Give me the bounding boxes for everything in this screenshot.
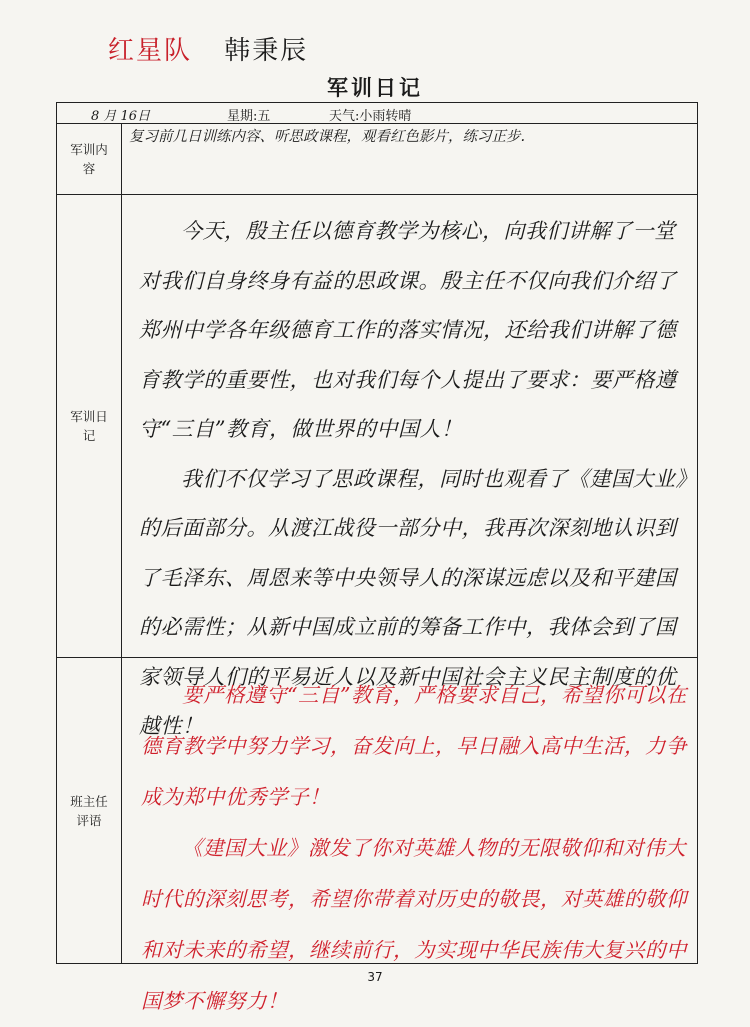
team-name: 红星队 [108,36,193,66]
weather-field: 天气:小雨转晴 [329,109,412,124]
name-header [108,30,308,67]
student-name: 韩秉辰 [224,36,309,66]
comment-label: 班主任评语 [57,658,122,963]
weekday-field: 星期:五 [227,109,271,124]
diary-row [57,195,697,738]
content-text: 复习前几日训练内容、听思政课程，观看红色影片，练习正步. [129,129,526,145]
comment-paragraph: 要严格遵守“三自”教育，严格要求自己，希望你可以在德育教学中努力学习，奋发向上，早日融入高中生活，力争成为郑中优秀学子！ [141,683,687,809]
comment-paragraph: 《建国大业》激发了你对英雄人物的无限敬仰和对伟大时代的深刻思考，希望你带着对历史的敬畏，对英雄的敬仰和对未来的希望，继续前行，为实现中华民族伟大复兴的中国梦不懈努力！ [141,836,687,1013]
info-row [57,103,697,124]
date-field: 8 月 16日 [91,109,151,124]
diary-paragraph: 今天，殷主任以德育教学为核心，向我们讲解了一堂对我们自身终身有益的思政课。殷主任不仅向我们介绍了郑州中学各年级德育工作的落实情况，还给我们讲解了德育教学的重要性，也对我们每个人提出了要求：要严格遵守“三自”教育，做世界的中国人！ [139,219,677,441]
content-body [121,123,697,194]
content-label: 军训内容 [57,123,122,194]
diary-body [121,195,697,738]
content-row [57,123,697,195]
diary-paragraph: 我们不仅学习了思政课程，同时也观看了《建国大业》的后面部分。从渡江战役一部分中，我再次深刻地认识到了毛泽东、周恩来等中央领导人的深谋远虑以及和平建国的必需性；从新中国成立前的筹备工作中，我体会到了国家领导人们的平易近人以及新中国社会主义民主制度的优越性！ [139,466,687,738]
diary-label: 军训日记 [57,195,122,657]
page-number: 37 [367,970,383,984]
page-title: 军训日记 [327,76,423,100]
